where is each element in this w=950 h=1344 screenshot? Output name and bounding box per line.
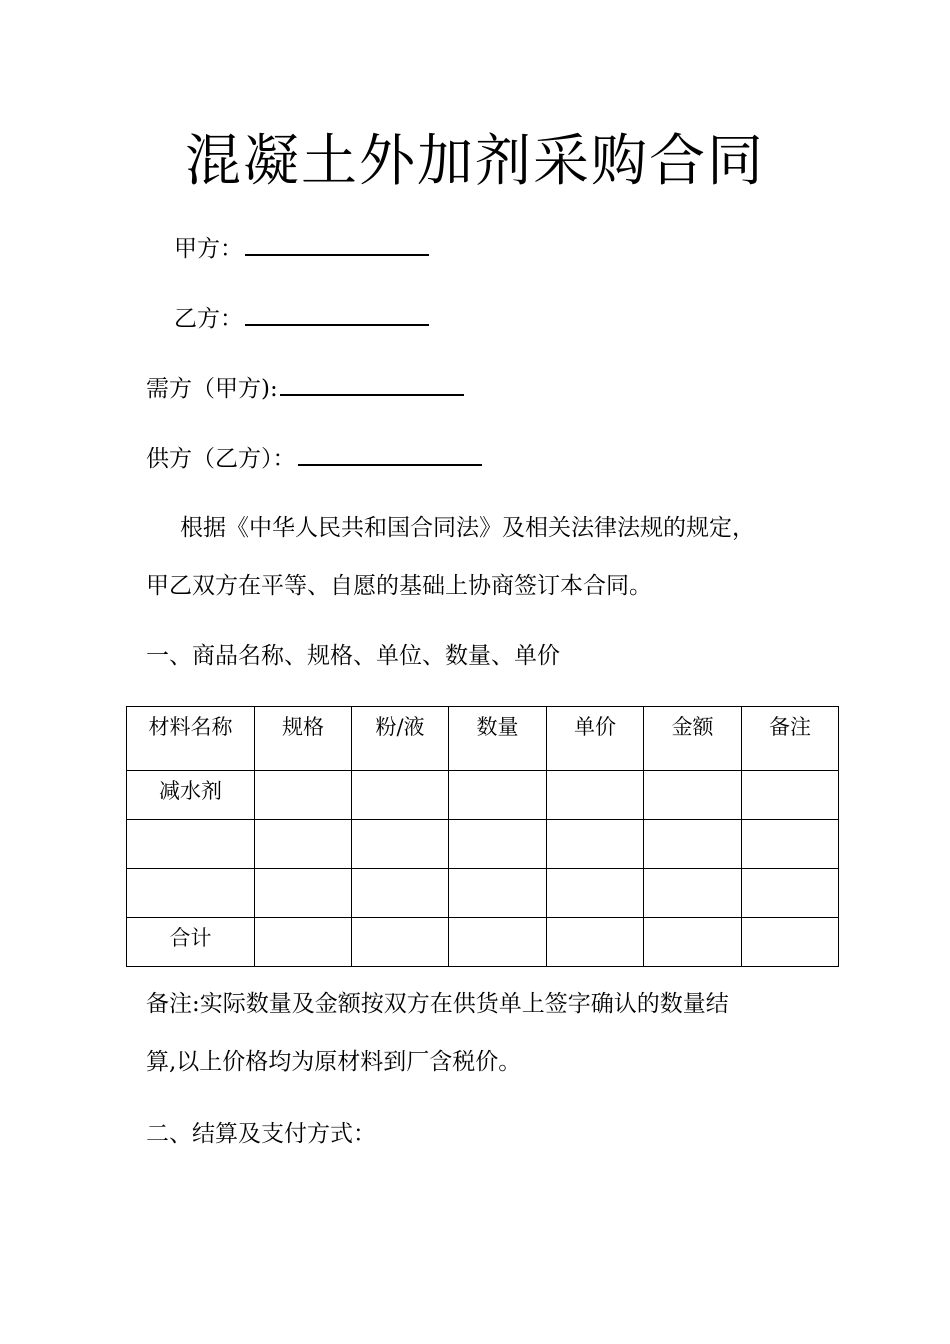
table-cell[interactable]	[127, 869, 255, 918]
table-cell[interactable]	[255, 869, 352, 918]
table-cell[interactable]	[352, 918, 449, 967]
table-cell[interactable]	[644, 869, 742, 918]
buyer-line	[146, 372, 464, 405]
intro-line-2: 甲乙双方在平等、自愿的基础上协商签订本合同。	[146, 573, 652, 599]
table-cell[interactable]	[352, 771, 449, 820]
header-cell: 规格	[255, 707, 352, 771]
table-cell[interactable]	[127, 820, 255, 869]
party-b-blank[interactable]	[245, 302, 429, 326]
table-cell[interactable]	[255, 771, 352, 820]
table-cell[interactable]	[547, 771, 644, 820]
buyer-blank[interactable]	[280, 372, 464, 396]
table-cell[interactable]: 合计	[127, 918, 255, 967]
table-cell[interactable]	[449, 869, 547, 918]
note-line-1: 备注:实际数量及金额按双方在供货单上签字确认的数量结	[146, 991, 729, 1017]
table-header-row	[127, 707, 839, 771]
table-cell[interactable]: 减水剂	[127, 771, 255, 820]
supplier-blank[interactable]	[298, 442, 482, 466]
buyer-label: 需方（甲方):	[146, 376, 278, 402]
table-cell[interactable]	[352, 869, 449, 918]
table-cell[interactable]	[255, 820, 352, 869]
table-cell[interactable]	[449, 771, 547, 820]
table-row	[127, 771, 839, 820]
header-cell: 金额	[644, 707, 742, 771]
table-cell[interactable]	[255, 918, 352, 967]
table-cell[interactable]	[547, 869, 644, 918]
section-2-heading: 二、结算及支付方式：	[146, 1121, 376, 1147]
goods-table	[126, 706, 839, 967]
table-cell[interactable]	[547, 918, 644, 967]
table-row	[127, 869, 839, 918]
table-row	[127, 918, 839, 967]
header-cell: 粉/液	[352, 707, 449, 771]
table-cell[interactable]	[742, 771, 839, 820]
table-cell[interactable]	[644, 771, 742, 820]
section-1-heading: 一、商品名称、规格、单位、数量、单价	[146, 643, 560, 669]
party-b-label: 乙方：	[174, 306, 243, 332]
table-cell[interactable]	[449, 820, 547, 869]
party-a-blank[interactable]	[245, 232, 429, 256]
party-a-label: 甲方：	[174, 236, 243, 262]
document-title: 混凝土外加剂采购合同	[185, 129, 765, 194]
party-a-line	[174, 232, 429, 265]
note-line-2: 算,以上价格均为原材料到厂含税价。	[146, 1049, 522, 1075]
header-cell: 材料名称	[127, 707, 255, 771]
table-cell[interactable]	[742, 869, 839, 918]
header-cell: 备注	[742, 707, 839, 771]
table-cell[interactable]	[352, 820, 449, 869]
header-cell: 单价	[547, 707, 644, 771]
table-cell[interactable]	[742, 918, 839, 967]
supplier-label: 供方（乙方）：	[146, 446, 296, 472]
table-cell[interactable]	[742, 820, 839, 869]
table-cell[interactable]	[644, 918, 742, 967]
supplier-line	[146, 442, 482, 475]
intro-line-1: 根据《中华人民共和国合同法》及相关法律法规的规定，	[180, 515, 755, 541]
table-cell[interactable]	[547, 820, 644, 869]
party-b-line	[174, 302, 429, 335]
table-row	[127, 820, 839, 869]
header-cell: 数量	[449, 707, 547, 771]
table-cell[interactable]	[449, 918, 547, 967]
table-cell[interactable]	[644, 820, 742, 869]
